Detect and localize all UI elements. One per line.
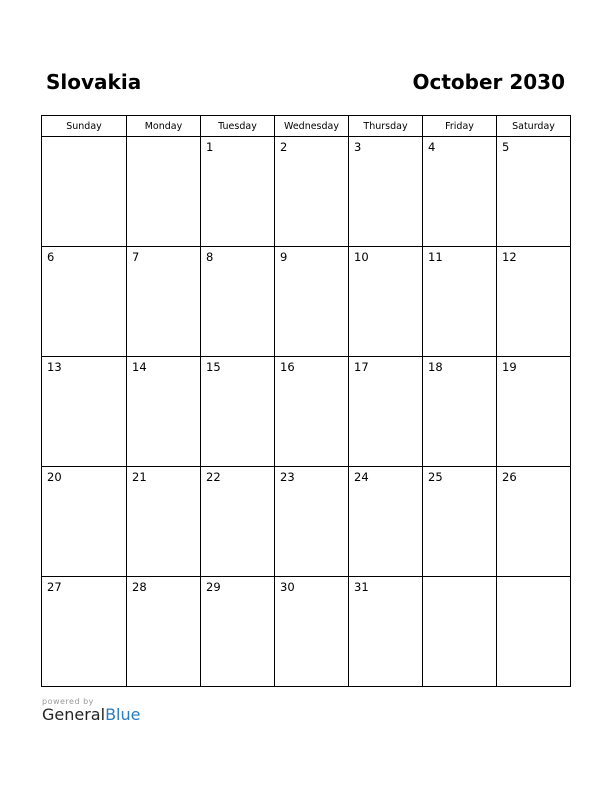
day-number: 17 [354, 360, 369, 374]
generalblue-logo[interactable] [42, 705, 140, 724]
day-cell [127, 247, 201, 357]
week-row [42, 577, 571, 687]
day-number: 24 [354, 470, 369, 484]
day-cell [42, 137, 127, 247]
week-row [42, 247, 571, 357]
day-cell [201, 137, 275, 247]
day-number [42, 137, 126, 140]
day-cell [127, 137, 201, 247]
day-cell [201, 247, 275, 357]
day-number: 12 [502, 250, 517, 264]
country-title: Slovakia [46, 70, 142, 94]
day-cell [42, 577, 127, 687]
day-number: 1 [206, 140, 214, 154]
day-number: 27 [47, 580, 62, 594]
day-number: 10 [354, 250, 369, 264]
day-number [423, 577, 496, 580]
day-number: 2 [280, 140, 288, 154]
day-cell [275, 137, 349, 247]
day-number [127, 137, 200, 140]
month-year-title: October 2030 [412, 70, 565, 94]
day-cell [423, 137, 497, 247]
day-cell [497, 467, 571, 577]
day-cell [42, 467, 127, 577]
day-number: 4 [428, 140, 436, 154]
weekday-thursday: Thursday [349, 116, 423, 137]
day-cell [275, 247, 349, 357]
day-number: 7 [132, 250, 140, 264]
weekday-friday: Friday [423, 116, 497, 137]
weekday-header-row [42, 116, 571, 137]
day-number: 18 [428, 360, 443, 374]
brand-part-general: General [42, 705, 106, 724]
day-cell [349, 137, 423, 247]
day-cell [349, 577, 423, 687]
week-row [42, 357, 571, 467]
day-cell [497, 357, 571, 467]
weekday-monday: Monday [127, 116, 201, 137]
footer-branding [42, 697, 140, 724]
day-number: 15 [206, 360, 221, 374]
day-cell [201, 577, 275, 687]
day-cell [275, 357, 349, 467]
day-number: 22 [206, 470, 221, 484]
week-row [42, 137, 571, 247]
day-number: 28 [132, 580, 147, 594]
day-cell [275, 467, 349, 577]
day-cell [349, 357, 423, 467]
day-cell [42, 357, 127, 467]
day-cell [423, 467, 497, 577]
day-cell [497, 137, 571, 247]
brand-part-blue: Blue [105, 705, 141, 724]
day-cell [349, 467, 423, 577]
day-number: 13 [47, 360, 62, 374]
day-cell [497, 247, 571, 357]
day-number: 25 [428, 470, 443, 484]
day-number: 16 [280, 360, 295, 374]
day-cell [423, 577, 497, 687]
day-number: 9 [280, 250, 288, 264]
week-row [42, 467, 571, 577]
day-number: 3 [354, 140, 362, 154]
day-number [497, 577, 570, 580]
day-cell [127, 357, 201, 467]
day-number: 8 [206, 250, 214, 264]
day-number: 31 [354, 580, 369, 594]
day-cell [127, 467, 201, 577]
day-number: 20 [47, 470, 62, 484]
calendar-grid [41, 115, 571, 687]
day-cell [275, 577, 349, 687]
day-cell [201, 357, 275, 467]
day-number: 14 [132, 360, 147, 374]
powered-by-label: powered by [42, 697, 94, 706]
day-cell [127, 577, 201, 687]
day-number: 23 [280, 470, 295, 484]
weekday-saturday: Saturday [497, 116, 571, 137]
weekday-tuesday: Tuesday [201, 116, 275, 137]
day-number: 5 [502, 140, 510, 154]
day-cell [42, 247, 127, 357]
day-cell [423, 357, 497, 467]
weekday-wednesday: Wednesday [275, 116, 349, 137]
day-number: 30 [280, 580, 295, 594]
day-cell [497, 577, 571, 687]
day-number: 26 [502, 470, 517, 484]
weekday-sunday: Sunday [42, 116, 127, 137]
day-number: 11 [428, 250, 443, 264]
day-cell [201, 467, 275, 577]
day-cell [423, 247, 497, 357]
day-number: 21 [132, 470, 147, 484]
day-cell [349, 247, 423, 357]
day-number: 6 [47, 250, 55, 264]
day-number: 29 [206, 580, 221, 594]
day-number: 19 [502, 360, 517, 374]
